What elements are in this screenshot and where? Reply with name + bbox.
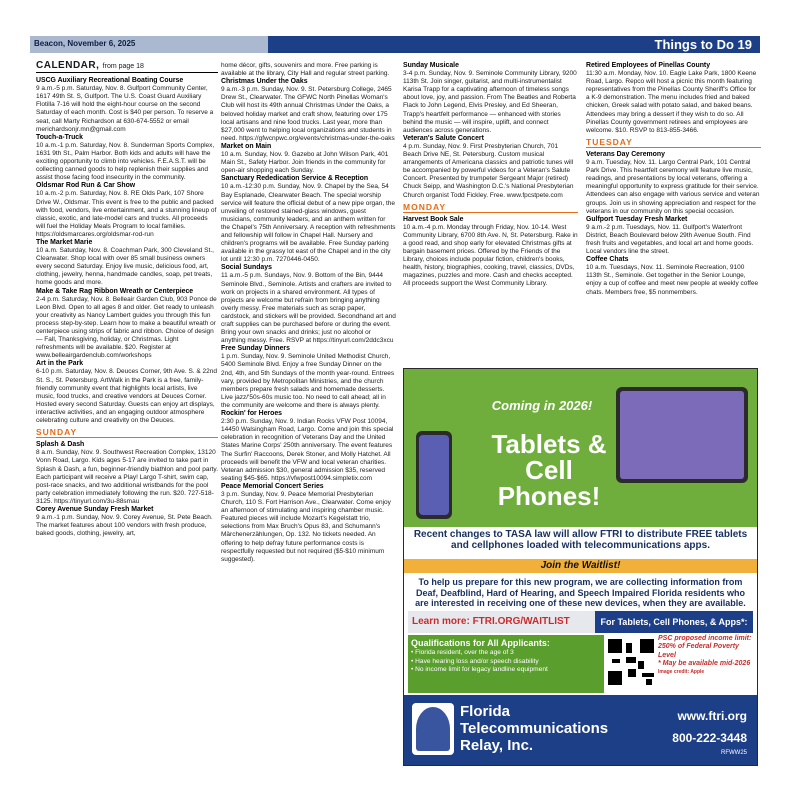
event-title: Gulfport Tuesday Fresh Market [586,215,688,223]
continued-from: from page 18 [102,63,144,70]
ad-headline: Tablets & Cell Phones! [491,429,607,511]
column-1 [36,62,218,538]
event-description: 9 a.m.-3 p.m. Sunday, Nov. 9. St. Petersburg College, 2465 Drew St., Clearwater. The GFWC North Pinellas Woman's Club will host its 49th annual Christmas Under the Oaks, a beloved holiday market and craft show, featuring over 175 local artisans and nine food trucks. Last year, more than $27,000 went to helping local organizations and students in need. https://gfwcnpwc.org/events/christmas-under-the-oaks [221,86,395,142]
event-title: Social Sundays [221,264,272,272]
calendar-heading: CALENDAR, from page 18 [36,62,218,73]
image-credit: Image credit: Apple [658,669,705,676]
event-description: 2-4 p.m. Saturday, Nov. 8. Belleair Garden Club, 903 Ponce de Leon Blvd. Open to all ages 8 and older. Get ready to unleash your creativity as Nancy Lambert guides you through this fun process step-by-step. Learn how to make a beautiful wreath or centerpiece using strips of fabric and ribbon. Choice of design — Fall, Thanksgiving, holiday, or Christmas. Light refreshments will be available. $20. Register at www.belleairgardenclub.com/workshops [36,295,217,360]
ftri-advertisement [403,368,758,766]
event-title: USCG Auxiliary Recreational Boating Course [36,77,184,85]
event-description: 9 a.m.-1 p.m. Sunday, Nov. 9. Corey Avenue, St. Pete Beach. The market features about 100 vendors with fresh produce, baked goods, clothing, jewelry, art, [36,514,213,538]
learn-more-link[interactable]: Learn more: FTRI.ORG/WAITLIST [408,611,597,633]
event-description: home décor, gifts, souvenirs and more. Free parking is available at the library, City Hall and regular street parking. [221,62,390,78]
event-description: 11:30 a.m. Monday, Nov. 10. Eagle Lake Park, 1800 Keene Road, Largo. Repco will host a picnic this month featuring representatives from the Pinellas County Sheriff's Office for a K-9 demonstration. The menu includes fried and baked chicken, Greek salad with potato salad, and baked beans. Attendees may bring a dessert if they wish to do so. All Pinellas County government retirees and employees are welcome. $10. RSVP to 813-855-3466. [586,70,757,134]
event-title: Market on Main [221,142,272,150]
column-2 [221,62,396,564]
event-title: Peace Memorial Concert Series [221,482,324,490]
event-list-sunday [36,441,218,538]
qual-item: • Florida resident, over the age of 3 [411,649,514,656]
ad-coming-text: Coming in 2026! [491,398,593,413]
event-title: Free Sunday Dinners [221,345,290,353]
event-description: 10 a.m. Tuesdays, Nov. 11. Seminole Recreation, 9100 113th St., Seminole. Get together in the Senior Lounge, enjoy a cup of coffee and meet new people at weekly coffee chats. Members free, $5 nonmembers. [586,264,759,296]
column-4 [586,62,761,297]
event-list-sunday-end [403,62,578,200]
event-title: Touch-a-Truck [36,133,83,141]
ad-code: RFWW25 [721,750,747,756]
section-title: Things to Do 19 [654,37,752,52]
for-tablets-box: For Tablets, Cell Phones, & Apps*: [595,611,753,633]
qualifications-box [408,635,604,693]
event-title: Make & Take Rag Ribbon Wreath or Centerpiece [36,287,194,295]
event-list-monday [403,216,578,289]
event-title: Oldsmar Rod Run & Car Show [36,182,136,190]
event-description: 6-10 p.m. Saturday, Nov. 8. Deuces Corner, 9th Ave. S. & 22nd St. S., St. Petersburg. ArtWalk in the Park is a free, family-friendly community event that highlights local artists, live music, food trucks, and creative vendors at Deuces Corner. Hosted every second Saturday. Guests can enjoy art displays, interactive activities, and an engaging outdoor atmosphere celebrating culture and creativity on the Deuces. [36,368,218,425]
header-date: Beacon, November 6, 2025 [34,39,136,48]
event-title: Retired Employees of Pinellas County [586,62,711,69]
event-description: 3 p.m. Sunday, Nov. 9. Peace Memorial Presbyterian Church, 110 S. Fort Harrison Ave., Clearwater. Come enjoy an afternoon of stimulating and inspiring chamber music. Featured pieces will include Mozart's Kegelstatt trio, selections from Max Bruch's Opus 83, and Schumann's Märchenerzählungen, Op. 132. No tickets needed. An offering to help defray future performance costs is respectfully requested but not required ($5-$10 minimum suggested). [221,490,391,563]
qr-code[interactable] [608,639,654,685]
event-title: Sanctuary Rededication Service & Reception [221,175,369,183]
event-description: 11 a.m.-5 p.m. Sundays, Nov. 9. Bottom of the Bin, 9444 Seminole Blvd., Seminole. Artists and crafters are invited to work on projects in a shared environment. All types of projects are welcome but refrain from bringing anything overly messy. Free materials such as scrap paper, cardstock, and stickers will be provided. Secondhand art and craft supplies can be purchased before or during the event. Bring your own snacks and drinks; just no alcohol or anything messy. Free. RSVP at https://tinyurl.com/2ddc3xcu [221,272,396,345]
psc-note: PSC proposed income limit: 250% of Federal Poverty Level * May be available mid-2026 Image credit: Apple [658,635,752,676]
event-title: Veterans Day Ceremony [586,150,665,158]
event-title: Harvest Book Sale [403,215,464,223]
event-title: Veteran's Salute Concert [403,134,484,142]
tablet-image [616,387,748,483]
event-description: 1 p.m. Sunday, Nov. 9. Seminole United Methodist Church, 5400 Seminole Blvd. Enjoy a free Sunday Dinner on the 2nd, 4th, and 5th Sundays of the month year-round. Entrees vary, provided by Metropolitan Ministries, and the church members prepare fresh salads and homemade desserts. Live jazz/'50s-60s music too. No need to call ahead; all in the community are welcome and there is always plenty. [221,353,395,409]
event-description: 8 a.m. Sunday, Nov. 9. Southwest Recreation Complex, 13120 Vonn Road, Largo. Kids ages 5-17 are invited to take part in Splash & Dash, a fun, beginner-friendly biathlon and pool party. Each participant will receive a Play! Largo T-shirt, swim cap, post-race snacks, and two additional wristbands for the pool party celebration immediately following the run. $20. 727-518-3125. https://tinyurl.com/3u-88smau [36,449,218,505]
day-heading-tuesday: TUESDAY [586,138,761,148]
event-description: 10 a.m.-12:30 p.m. Sunday, Nov. 9. Chapel by the Sea, 54 Bay Esplanade, Clearwater Beach. The special worship service will feature the official debut of a new pipe organ, the unveiling of restored stained-glass windows, guest musicians, community leaders, and an anthem written for the Chapel's 75th Anniversary. A reception with refreshments and fellowship will follow in Chapel Hall. Nursery and children's programs will be available. Free Sunday parking available in the grassy lot east of the Chapel and in the city lot until 12:30 p.m. 7270446-0450. [221,183,396,264]
waitlist-banner: Join the Waitlist! [404,559,757,573]
event-description: 3-4 p.m. Sunday, Nov. 9. Seminole Community Library, 9200 113th St. Join singer, guitarist, and multi-instrumentalist Karisa Trapp for a captivating afternoon of timeless songs about love, joy, and passion. From The Beatles and Roberta Flack to John Legend, Elvis Presley, and Ed Sheeran, Trapp's heartfelt performance — enhanced with stories behind the music — will inspire, uplift, and connect audiences across generations. [403,70,577,134]
event-title: Coffee Chats [586,256,629,264]
event-description: 9 a.m. Tuesday, Nov. 11. Largo Central Park, 101 Central Park Drive. This heartfelt ceremony will feature live music, readings, and presentations by local veterans, offering a meaningful opportunity to express gratitude for their service. Attendees can also engage with various service and veteran groups. Join us in showing appreciation and respect for the veterans in our community on this special occasion. [586,159,760,215]
ad-prepare-text: To help us prepare for this new program, we are collecting information from Deaf, Deafblind, Hard of Hearing, and Speech Impaired Florida residents who are interested in receiving one of these new devices, when they are available. [415,577,746,608]
day-heading-sunday: SUNDAY [36,428,218,438]
event-title: The Market Marie [36,238,93,246]
qual-item: • No income limit for legacy landline equipment [411,666,548,673]
event-list-monday-cont [586,62,761,135]
phone-image [416,431,452,519]
event-title: Splash & Dash [36,441,85,449]
event-title: Sunday Musicale [403,62,459,69]
event-description: 10 a.m.-1 p.m. Saturday, Nov. 8. Sunderman Sports Complex, 1631 9th St., Palm Harbor. Both kids and adults will have the exciting opportunity to climb into vehicles. F.E.A.S.T. will be collecting canned goods to help replenish their supplies and assist those facing food insecurity in the community. [36,141,215,182]
event-description: 10 a.m.-4 p.m. Monday through Friday, Nov. 10-14. West Community Library, 6700 8th Ave. N, St. Petersburg. Rake in a good read, and shop early for elevated Christmas gifts at bargain basement prices. Offered by the Friends of the Library, choices include popular fiction, children's books, health, history, biographies, cooking, travel, classics, DVDs, magazines, puzzles and more. Cash and checks accepted. All proceeds support the West Community Library. [403,223,578,288]
day-heading-monday: MONDAY [403,203,578,213]
event-description: 4 p.m. Sunday, Nov. 9. First Presbyterian Church, 701 Beach Drive NE, St. Petersburg. Custom musical arrangements of Americana classics and patriotic tunes will be accompanied by powerful videos for a Veteran's Salute Concert. Presented by trumpeter Sergeant Major (retired) Chuck Seipp, and Washington D.C.'s National Presbyterian Church organist Todd Fickley. Free. www.fpcstpete.com [403,142,574,199]
website-link[interactable]: www.ftri.org [677,709,747,723]
event-description: 9 a.m.-5 p.m. Saturday, Nov. 8. Gulfport Community Center, 1617 49th St. S, Gulfport. The U.S. Coast Guard Auxiliary Flotilla 7-16 will hold the eight-hour course on the second Saturday of each month. Cost is $40 per person. To reserve a seat, call Marty Richardson at 630-674-5552 or email merichardsonjr.mn@gmail.com [36,85,214,133]
event-description: 9 a.m.-2 p.m. Tuesdays, Nov. 11. Gulfport's Waterfront District, Beach Boulevard below 29th Avenue South. Find fresh fruits and vegetables, and local art and home goods. Local vendors line the street. [586,223,754,256]
event-description: 2:30 p.m. Sunday, Nov. 9. Indian Rocks VFW Post 10094, 14450 Walsingham Road, Largo. Come and join this special celebration in recognition of Veterans Day and the United States Marine Corps' 250th anniversary. The event features The Surfin' Raccoons, Derek Stoner, and Molly Hatchet. All proceeds will benefit the VFW and local veteran charities. Veteran admission $30, general admission $35, reserved seating $45-$65. https://vfwpost10094.simpletix.com [221,418,394,482]
phone-number[interactable]: 800-222-3448 [672,731,747,745]
ad-hero [404,369,757,527]
org-name: Florida Telecommunications Relay, Inc. [460,703,609,754]
event-description: 10 a.m.-2 p.m. Saturday, Nov. 8. RE Olds Park, 107 Shore Drive W., Oldsmar. This event is free to the public and packed with food, vendors, live entertainment, and a stunning lineup of classic, exotic, and late-model cars and trucks. All proceeds will fuel the Holiday Meals Program to local families. https://oldsmarcares.org/oldsmar-rod-run [36,190,217,238]
column-3 [403,62,578,289]
event-title: Christmas Under the Oaks [221,78,308,86]
qualifications-title: Qualifications for All Applicants: [411,638,550,648]
event-list-sunday-cont [221,62,396,564]
event-title: Rockin' for Heroes [221,410,282,418]
ad-changes-text: Recent changes to TASA law will allow FTRI to distribute FREE tablets and cellphones loaded with telecommunications apps. [413,529,748,551]
event-title: Corey Avenue Sunday Fresh Market [36,505,154,513]
ftri-footer [404,695,757,765]
event-list-tuesday [586,151,761,297]
event-description: 10 a.m. Saturday, Nov. 8. Coachman Park, 300 Cleveland St., Clearwater. Shop local with over 85 small business owners every second Saturday. Enjoy live music, delicious food, art, clothing, jewelry, henna, handmade candles, soap, pet treats, home goods and more. [36,247,214,287]
event-list-saturday [36,77,218,425]
qual-item: • Have hearing loss and/or speech disability [411,657,539,665]
header-date-box [30,36,268,53]
page-header-bar [30,36,760,53]
event-title: Art in the Park [36,360,84,368]
event-description: 10 a.m. Sunday, Nov. 9. Gazebo at John Wilson Park, 401 Main St., Safety Harbor. Join friends in the community for open-air shopping each Sunday. [221,151,389,175]
ftri-logo [412,703,454,755]
may-be-available: * May be available mid-2026 [658,659,751,667]
